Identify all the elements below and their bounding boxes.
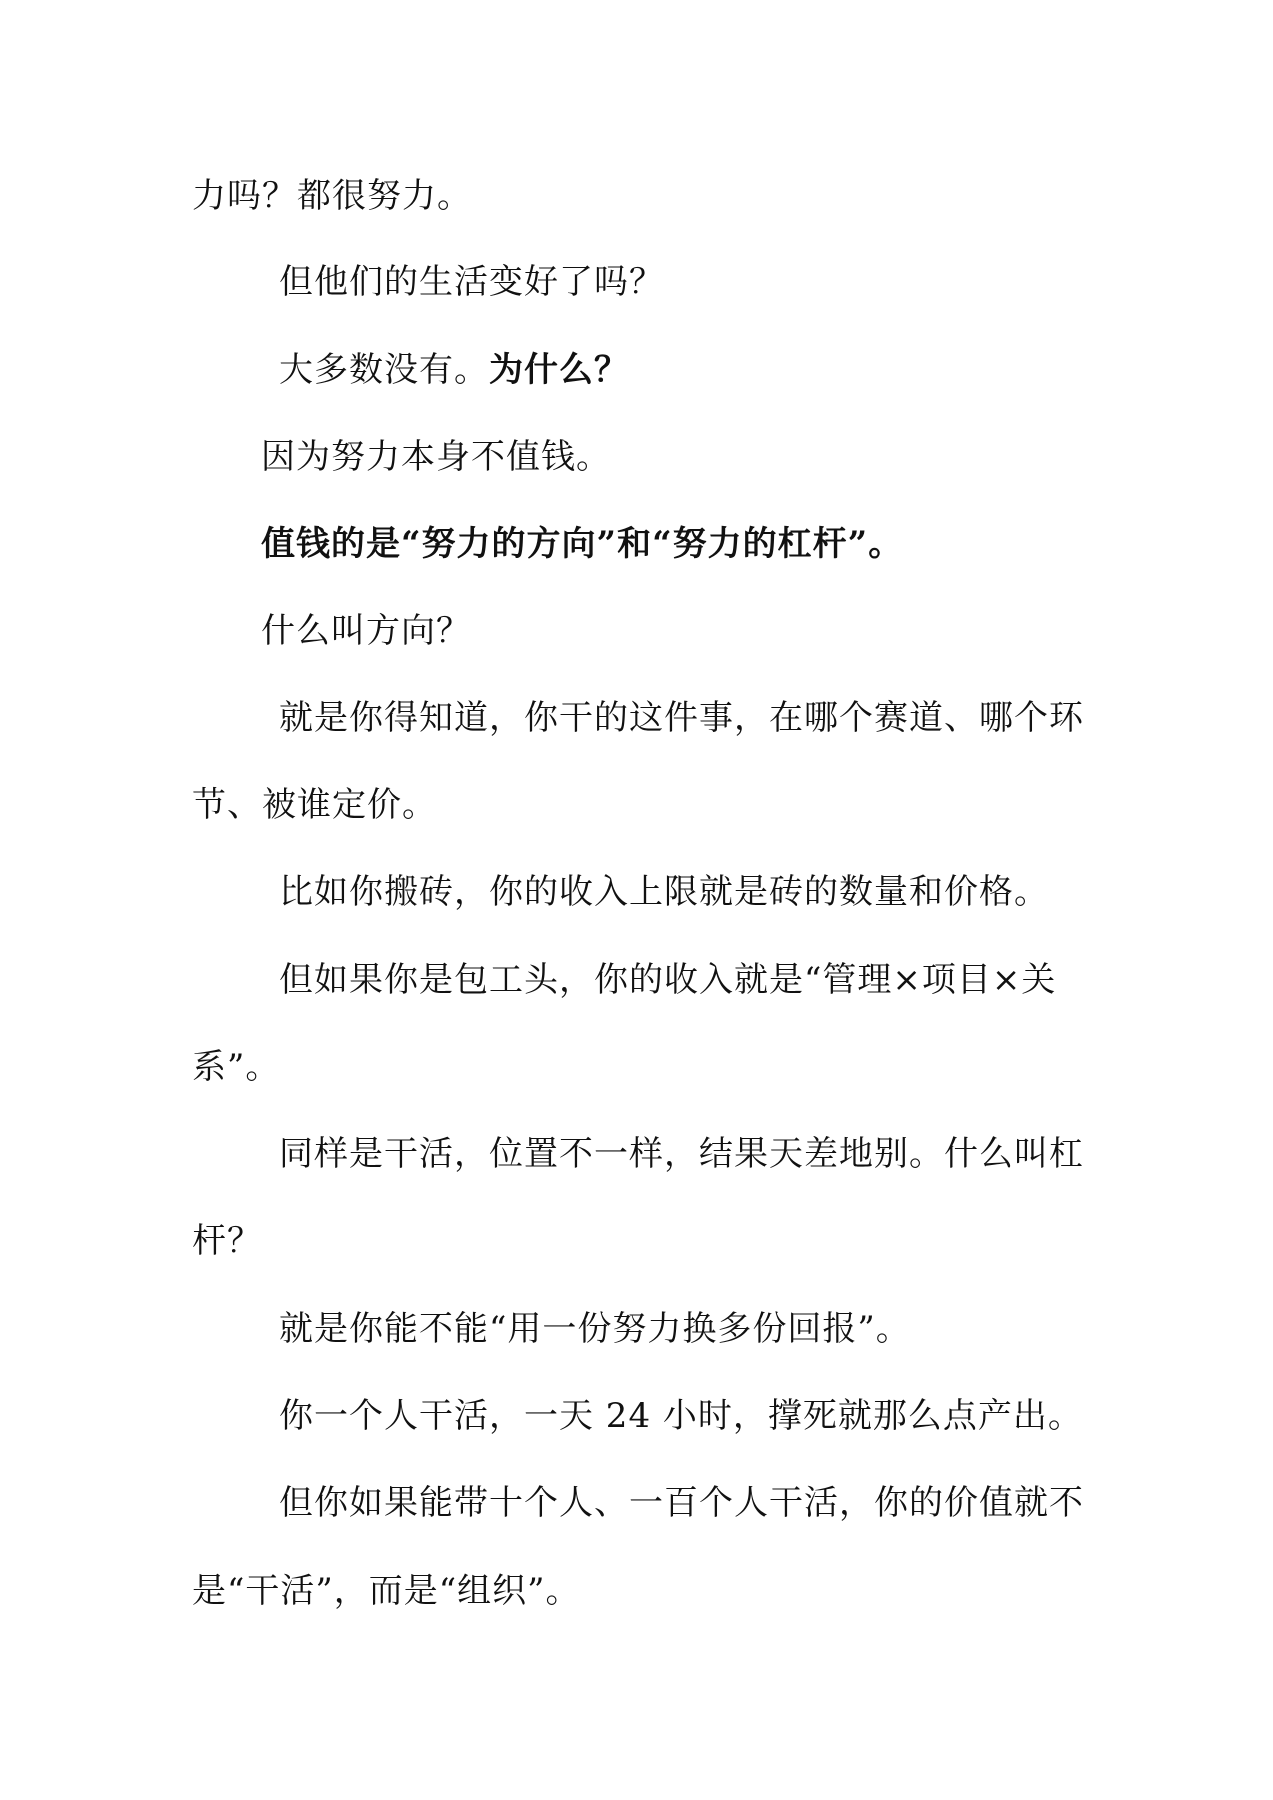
text-line [279,350,629,390]
text-segment: 大多数没有。 [279,350,489,390]
text-line: 杆？ [192,1221,262,1261]
text-line: 力吗？都很努力。 [192,176,472,216]
text-line: 系”。 [192,1047,281,1087]
text-line: 但你如果能带十个人、一百个人干活，你的价值就不 [279,1483,1084,1523]
text-line: 就是你能不能“用一份努力换多份回报”。 [279,1309,911,1349]
text-line: 因为努力本身不值钱。 [261,437,611,477]
text-line: 节、被谁定价。 [192,785,437,825]
text-line: 比如你搬砖，你的收入上限就是砖的数量和价格。 [279,872,1049,912]
text-line: 同样是干活，位置不一样，结果天差地别。什么叫杠 [279,1134,1084,1174]
text-line: 就是你得知道，你干的这件事，在哪个赛道、哪个环 [279,698,1084,738]
text-line: 但他们的生活变好了吗？ [279,262,664,302]
bold-text-line: 值钱的是“努力的方向”和“努力的杠杆”。 [261,524,904,564]
text-line: 什么叫方向？ [261,611,471,651]
text-line: 是“干活”，而是“组织”。 [192,1571,581,1611]
bold-text-segment: 为什么？ [489,350,629,390]
text-line: 但如果你是包工头，你的收入就是“管理×项目×关 [279,960,1057,1000]
text-line: 你一个人干活，一天 24 小时，撑死就那么点产出。 [279,1396,1083,1436]
